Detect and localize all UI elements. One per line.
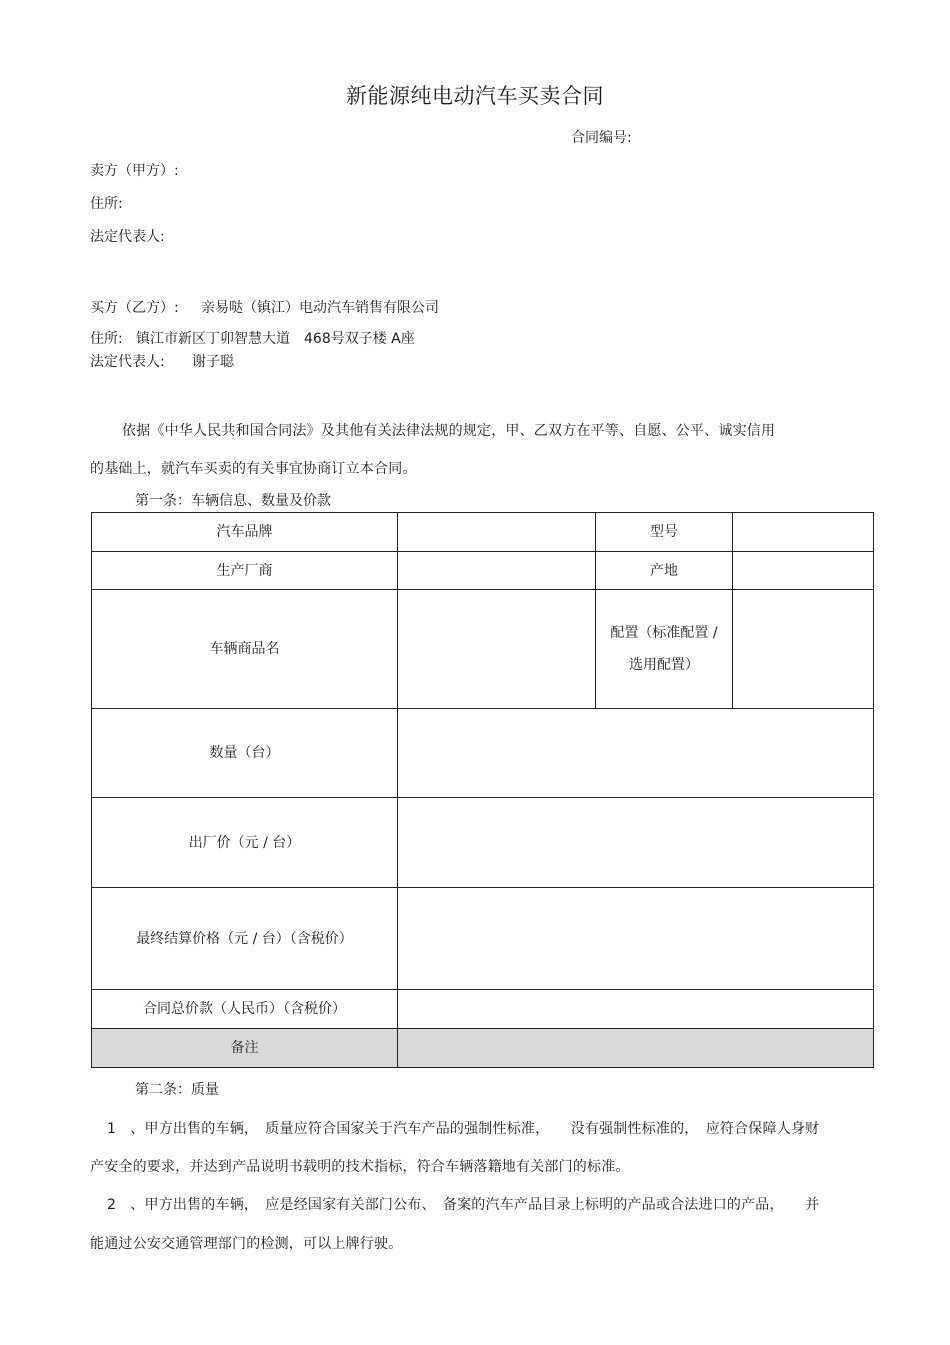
article-2-heading: 第二条：质量 bbox=[135, 1082, 219, 1098]
quantity-label-cell: 数量（台） bbox=[92, 709, 398, 798]
manufacturer-value-cell[interactable] bbox=[398, 552, 596, 590]
seller-address-label: 住所: bbox=[90, 196, 123, 212]
buyer-address-label: 住所: bbox=[90, 331, 123, 347]
clause-2-line-2: 能通过公安交通管理部门的检测，可以上牌行驶。 bbox=[90, 1236, 403, 1252]
contract-number-label: 合同编号: bbox=[571, 130, 632, 146]
table-row bbox=[92, 590, 874, 709]
remarks-value-cell[interactable] bbox=[398, 1029, 874, 1068]
final-price-value-cell[interactable] bbox=[398, 888, 874, 990]
table-row bbox=[92, 1029, 874, 1068]
total-price-label-cell: 合同总价款（人民币）（含税价） bbox=[92, 990, 398, 1029]
total-price-value-cell[interactable] bbox=[398, 990, 874, 1029]
buyer-representative-name: 谢子聪 bbox=[192, 354, 234, 370]
table-row bbox=[92, 798, 874, 888]
configuration-label-line-1: 配置（标准配置 / bbox=[610, 625, 718, 641]
model-label-cell: 型号 bbox=[596, 513, 733, 552]
table-row bbox=[92, 990, 874, 1029]
buyer-party-label: 买方（乙方）: bbox=[90, 300, 179, 316]
factory-price-label-cell: 出厂价（元 / 台） bbox=[92, 798, 398, 888]
clause-1-line-2: 产安全的要求，并达到产品说明书载明的技术指标，符合车辆落籍地有关部门的标准。 bbox=[90, 1159, 630, 1175]
seller-representative-label: 法定代表人: bbox=[90, 229, 165, 245]
factory-price-value-cell[interactable] bbox=[398, 798, 874, 888]
configuration-label-cell bbox=[596, 590, 733, 709]
intro-paragraph-line-1: 依据《中华人民共和国合同法》及其他有关法律法规的规定，甲、乙双方在平等、自愿、公平、诚实信用 bbox=[122, 423, 776, 439]
buyer-address-value: 镇江市新区丁卯智慧大道 468号双子楼 A座 bbox=[136, 331, 415, 347]
remarks-label-cell: 备注 bbox=[92, 1029, 398, 1068]
intro-paragraph-line-2: 的基础上，就汽车买卖的有关事宜协商订立本合同。 bbox=[90, 461, 417, 477]
product-name-label-cell: 车辆商品名 bbox=[92, 590, 398, 709]
clause-2-line-1: 2 、甲方出售的车辆， 应是经国家有关部门公布、 备案的汽车产品目录上标明的产品或合法进口的产品， 并 bbox=[107, 1197, 820, 1213]
product-name-value-cell[interactable] bbox=[398, 590, 596, 709]
brand-value-cell[interactable] bbox=[398, 513, 596, 552]
final-price-label-cell: 最终结算价格（元 / 台）（含税价） bbox=[92, 888, 398, 990]
buyer-representative-label: 法定代表人: bbox=[90, 354, 165, 370]
seller-party-label: 卖方（甲方）: bbox=[90, 163, 179, 179]
table-row bbox=[92, 552, 874, 590]
manufacturer-label-cell: 生产厂商 bbox=[92, 552, 398, 590]
configuration-value-cell[interactable] bbox=[733, 590, 874, 709]
table-row bbox=[92, 709, 874, 798]
brand-label-cell: 汽车品牌 bbox=[92, 513, 398, 552]
table-row bbox=[92, 888, 874, 990]
table-row bbox=[92, 513, 874, 552]
buyer-party-name: 亲易哒（镇江）电动汽车销售有限公司 bbox=[201, 300, 439, 316]
contract-title: 新能源纯电动汽车买卖合同 bbox=[346, 84, 604, 108]
configuration-label-line-2: 选用配置） bbox=[629, 657, 699, 673]
origin-label-cell: 产地 bbox=[596, 552, 733, 590]
clause-1-line-1: 1 、甲方出售的车辆， 质量应符合国家关于汽车产品的强制性标准， 没有强制性标准的， 应符合保障人身财 bbox=[107, 1121, 820, 1137]
model-value-cell[interactable] bbox=[733, 513, 874, 552]
origin-value-cell[interactable] bbox=[733, 552, 874, 590]
quantity-value-cell[interactable] bbox=[398, 709, 874, 798]
article-1-heading: 第一条：车辆信息、数量及价款 bbox=[135, 493, 331, 509]
vehicle-info-table bbox=[91, 512, 874, 1068]
